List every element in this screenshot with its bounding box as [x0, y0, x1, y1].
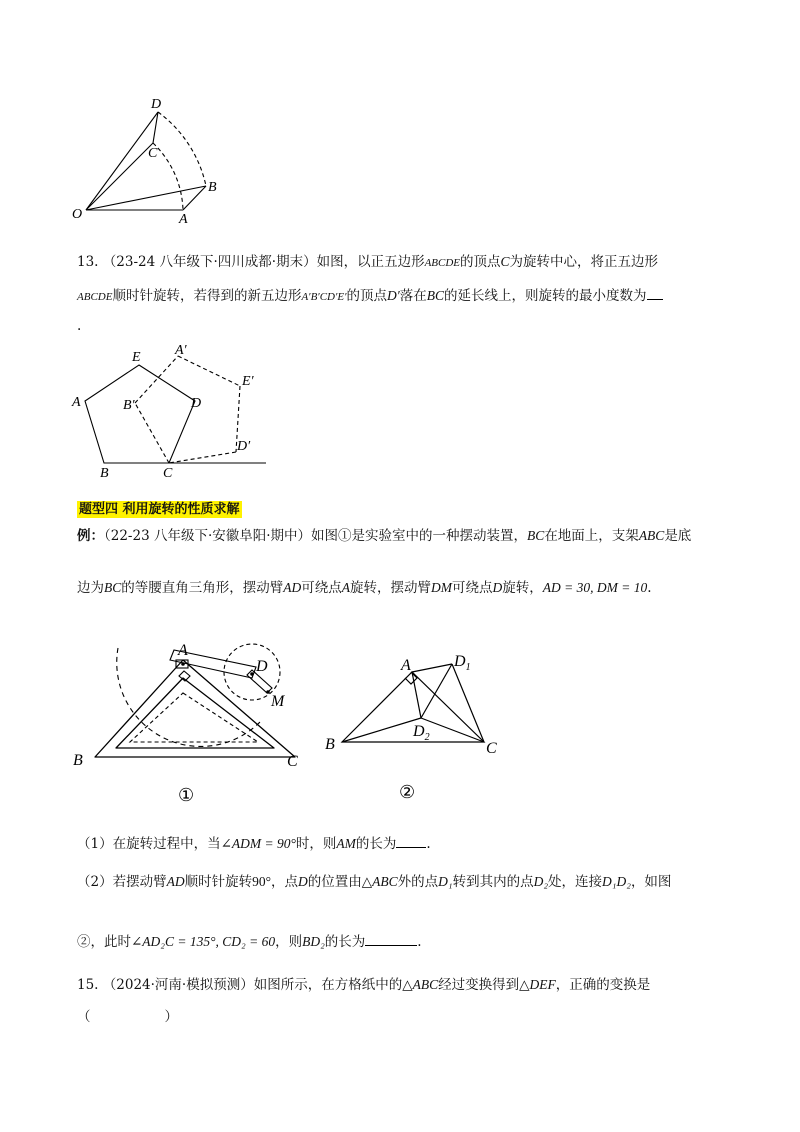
q13-source: （23-24 八年级下·四川成都·期末）如图，以正五边形 [102, 254, 425, 270]
part2-text: 的位置由 [307, 874, 362, 890]
part1-line [77, 833, 431, 854]
label-B-prime: B′ [123, 398, 135, 413]
part2-text: . [417, 934, 422, 950]
label-M-fig1: M [271, 693, 285, 710]
part2-line2 [77, 931, 422, 952]
answer-blank [396, 833, 426, 848]
example-text: （22-23 八年级下·安徽阜阳·期中）如图①是实验室中的一种摆动装置， [104, 528, 528, 544]
part2-text: ，点 [271, 874, 298, 890]
q13-text: 的顶点 [346, 288, 388, 304]
part1-text: 时，则 [295, 836, 337, 852]
part2-text: ，如图 [630, 874, 672, 890]
label-C: C [163, 466, 173, 481]
label-D1-fig2: $D_1$ [454, 653, 471, 673]
part2-condition: ∠AD₂C = 135°, CD₂ = 60 [131, 934, 276, 949]
example-text: . [647, 580, 652, 596]
label-D2-fig2: $D_2$ [413, 723, 430, 743]
label-E: E [132, 350, 141, 365]
part2-math: BD₂ [302, 934, 325, 949]
q13-new-pentagon: A′B′CD′E′ [301, 291, 347, 303]
example-text: 旋转，摆动臂 [350, 580, 432, 596]
q13-pentagon: ABCDE [424, 257, 461, 269]
q13-segment: BC [426, 288, 444, 303]
part2-math: D₁ [438, 874, 453, 889]
part2-text: 的长为 [324, 934, 366, 950]
label-C-top: C [148, 146, 158, 161]
part1-text: . [426, 836, 431, 852]
example-text: 可绕点 [301, 580, 342, 596]
part1-text: 的长为 [355, 836, 397, 852]
q15-paren: （ [77, 1009, 91, 1025]
part2-text: 外的点 [397, 874, 439, 890]
q13-vertex-d: D′ [387, 288, 400, 303]
part2-text: 转到其内的点 [452, 874, 534, 890]
label-A: A [72, 395, 81, 410]
example-math: AD = 30, DM = 10 [542, 580, 648, 595]
part2-math: D [298, 874, 308, 889]
q15-number: 15. [77, 977, 99, 993]
part1-angle: ∠ADM = 90° [220, 836, 296, 851]
q13-tail: . [77, 318, 82, 334]
q13-number: 13. [77, 254, 99, 270]
part2-text: ②，此时 [77, 934, 131, 950]
label-E-prime: E′ [242, 374, 254, 389]
q13-text: 落在 [399, 288, 427, 304]
part1-text: （1）在旋转过程中，当 [77, 836, 221, 852]
example-text: 可绕点 [452, 580, 493, 596]
label-B-fig2: B [325, 736, 335, 753]
part2-text: 处，连接 [548, 874, 603, 890]
section-title-text: 题型四 利用旋转的性质求解 [79, 502, 240, 517]
part2-text: ，则 [275, 934, 303, 950]
label-C-fig2: C [486, 740, 497, 757]
example-text: 是底 [664, 528, 692, 544]
part2-math: 90° [252, 874, 271, 889]
label-D-fig1: D [256, 658, 268, 675]
label-A-fig2: A [401, 657, 411, 674]
q15-text: （2024·河南·模拟预测）如图所示，在方格纸中的 [102, 977, 403, 993]
label-A-fig1: A [178, 642, 188, 659]
example-math: ABC [638, 528, 665, 543]
example-math: AD [283, 580, 302, 595]
caption-fig1: ① [178, 785, 195, 805]
label-B-top: B [208, 180, 217, 195]
part2-math: D₁D₂ [602, 874, 631, 889]
q13-vertex: C [500, 254, 510, 269]
part2-math: △ABC [361, 874, 398, 889]
q15-line1 [77, 975, 650, 995]
q13-text: 的延长线上，则旋转的最小度数为 [444, 288, 647, 304]
example-math: A [341, 580, 351, 595]
q13-text: 顺时针旋转，若得到的新五边形 [112, 288, 302, 304]
label-B: B [100, 466, 109, 481]
q15-line2 [77, 1007, 178, 1027]
example-text: 的等腰直角三角形，摆动臂 [121, 580, 284, 596]
q15-text: ，正确的变换是 [555, 977, 651, 993]
part2-math: D₂ [533, 874, 549, 889]
label-D-top: D [151, 97, 162, 112]
label-A-prime: A′ [175, 343, 187, 358]
example-math: DM [431, 580, 453, 595]
caption-fig2: ② [399, 782, 416, 802]
example-math: BC [527, 528, 545, 543]
q13-text: 的顶点 [460, 254, 501, 270]
label-A-top: A [179, 212, 188, 227]
q15-text: 经过变换得到 [438, 977, 520, 993]
answer-blank [365, 931, 417, 946]
part2-text: 顺时针旋转 [184, 874, 253, 890]
example-math: BC [104, 580, 122, 595]
example-label: 例： [77, 528, 104, 544]
q13-pentagon: ABCDE [77, 291, 113, 303]
part2-text: （2）若摆动臂 [77, 874, 167, 890]
part1-segment: AM [336, 836, 356, 851]
label-D-prime: D′ [237, 439, 251, 454]
q15-math: △DEF [519, 977, 556, 992]
example-math: D [492, 580, 503, 595]
example-text: 边为 [77, 580, 104, 596]
label-C-fig1: C [287, 753, 298, 770]
q15-math: △ABC [402, 977, 439, 992]
label-B-fig1: B [73, 752, 83, 769]
q13-text: 为旋转中心，将正五边形 [509, 254, 659, 270]
q15-paren: ） [164, 1009, 178, 1025]
part2-line1 [77, 872, 671, 892]
part2-math: AD [166, 874, 185, 889]
label-D: D [191, 396, 202, 411]
label-O-top: O [72, 207, 83, 222]
example-text: 旋转， [502, 580, 543, 596]
example-text: 在地面上，支架 [544, 528, 639, 544]
